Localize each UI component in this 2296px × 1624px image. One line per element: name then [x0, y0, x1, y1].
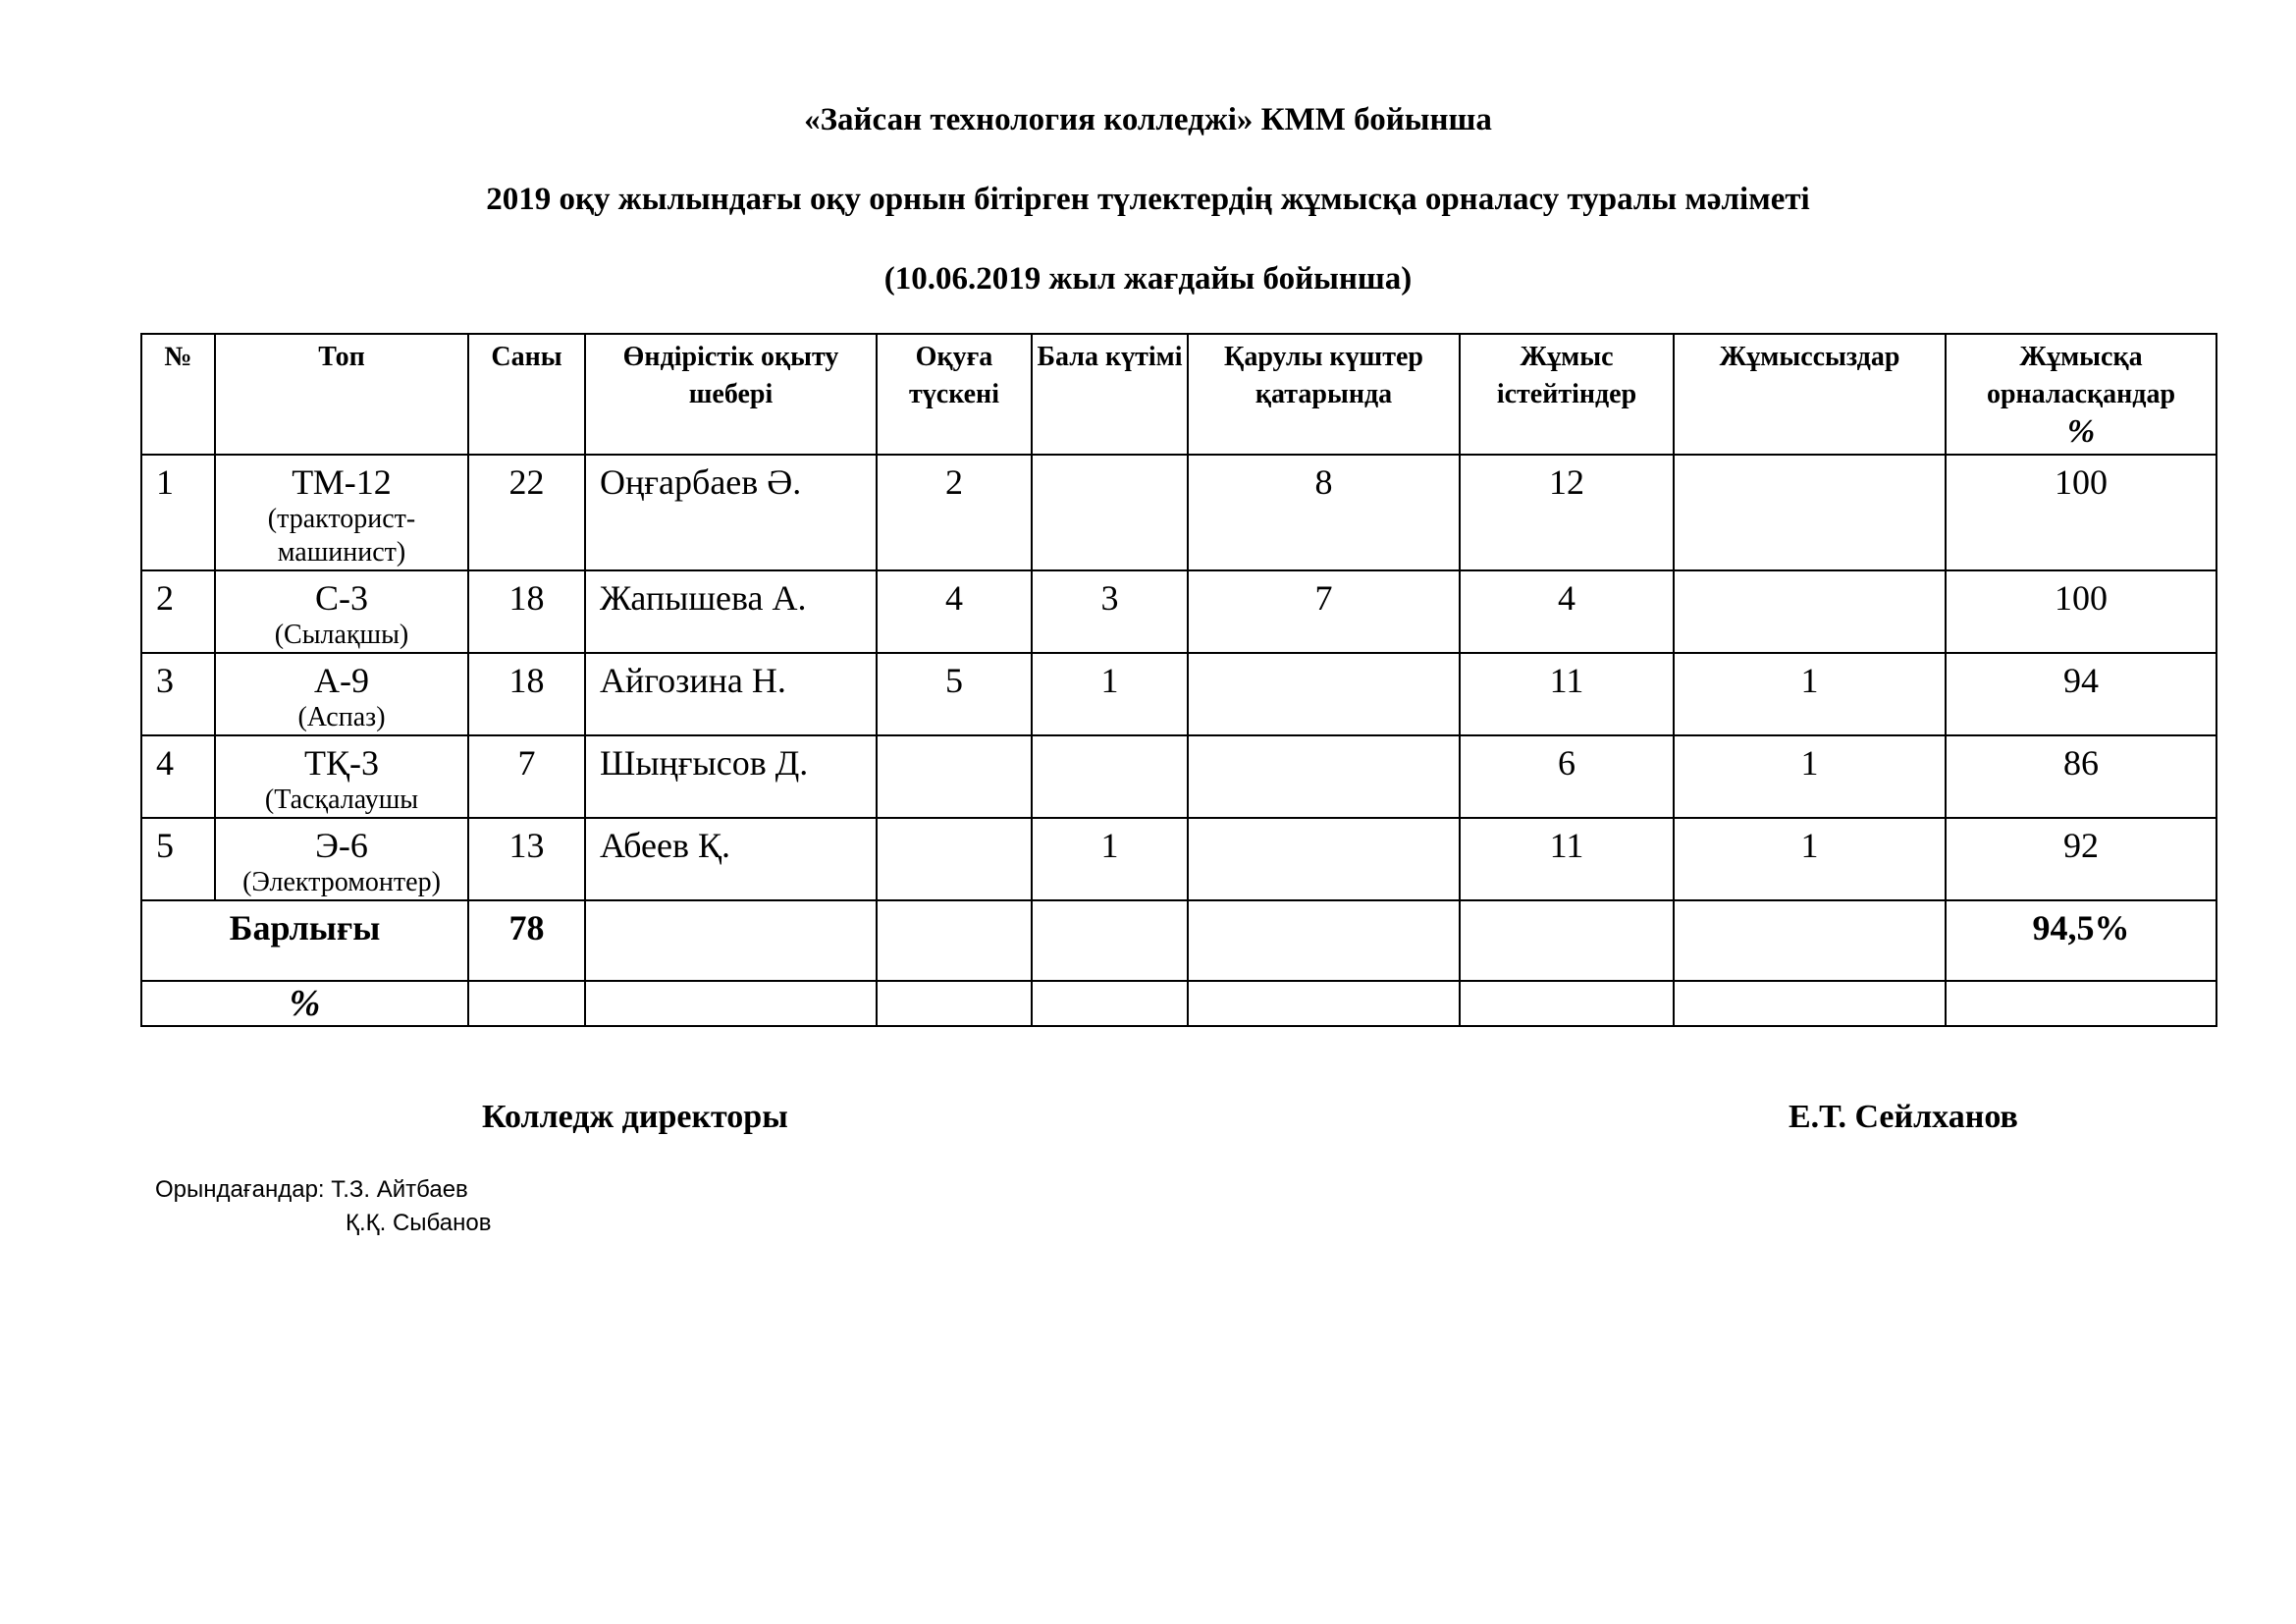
total-master	[585, 900, 877, 981]
total-unemployed	[1674, 900, 1946, 981]
cell-working: 6	[1460, 735, 1674, 818]
cell-working: 11	[1460, 653, 1674, 735]
table-total-row	[141, 900, 2216, 981]
cell-childcare	[1032, 735, 1188, 818]
group-specialty: (Аспаз)	[297, 702, 386, 732]
cell-group	[215, 735, 468, 818]
executor-second: Қ.Қ. Сыбанов	[346, 1210, 492, 1236]
cell-unemployed	[1674, 570, 1946, 653]
cell-working: 4	[1460, 570, 1674, 653]
cell-army	[1188, 653, 1460, 735]
col-header-unemployed: Жұмыссыздар	[1674, 334, 1946, 455]
total-working	[1460, 900, 1674, 981]
col-header-group: Топ	[215, 334, 468, 455]
cell-unemployed: 1	[1674, 818, 1946, 900]
table-header-row	[141, 334, 2216, 455]
cell-no: 4	[141, 735, 215, 818]
percent-army	[1188, 981, 1460, 1026]
cell-study	[877, 735, 1032, 818]
director-position: Колледж директоры	[482, 1099, 788, 1135]
col-header-employed-percent: %	[2066, 413, 2096, 450]
percent-childcare	[1032, 981, 1188, 1026]
cell-group	[215, 818, 468, 900]
cell-unemployed	[1674, 455, 1946, 570]
cell-employed: 100	[1946, 455, 2216, 570]
total-count: 78	[468, 900, 585, 981]
cell-master: Абеев Қ.	[585, 818, 877, 900]
cell-group	[215, 455, 468, 570]
group-code: ТҚ-3	[304, 743, 379, 783]
cell-working: 11	[1460, 818, 1674, 900]
cell-army	[1188, 818, 1460, 900]
cell-unemployed: 1	[1674, 653, 1946, 735]
table-percent-row	[141, 981, 2216, 1026]
col-header-childcare: Бала күтімі	[1032, 334, 1188, 455]
cell-childcare: 1	[1032, 818, 1188, 900]
percent-master	[585, 981, 877, 1026]
cell-unemployed: 1	[1674, 735, 1946, 818]
percent-employed	[1946, 981, 2216, 1026]
cell-army: 7	[1188, 570, 1460, 653]
cell-study: 5	[877, 653, 1032, 735]
cell-no: 3	[141, 653, 215, 735]
total-army	[1188, 900, 1460, 981]
group-code: Э-6	[315, 826, 368, 865]
group-code: С-3	[315, 578, 368, 618]
cell-study	[877, 818, 1032, 900]
document-title-line-1: «Зайсан технология колледжі» КММ бойынша	[804, 102, 1492, 137]
total-employed: 94,5%	[1946, 900, 2216, 981]
cell-master: Оңғарбаев Ә.	[585, 455, 877, 570]
percent-label: %	[141, 981, 468, 1026]
cell-employed: 92	[1946, 818, 2216, 900]
director-name: Е.Т. Сейлханов	[1789, 1099, 2018, 1135]
employment-table	[140, 333, 2217, 1027]
total-label: Барлығы	[141, 900, 468, 981]
group-specialty: (тракторист-машинист)	[267, 504, 416, 568]
group-code: А-9	[314, 661, 369, 700]
cell-army: 8	[1188, 455, 1460, 570]
cell-childcare	[1032, 455, 1188, 570]
group-specialty: (Электромонтер)	[242, 867, 441, 897]
cell-childcare: 3	[1032, 570, 1188, 653]
cell-employed: 86	[1946, 735, 2216, 818]
cell-count: 13	[468, 818, 585, 900]
table-row	[141, 570, 2216, 653]
cell-no: 5	[141, 818, 215, 900]
cell-study: 2	[877, 455, 1032, 570]
group-specialty: (Тасқалаушы	[264, 785, 419, 815]
table-row	[141, 455, 2216, 570]
col-header-army: Қарулы күштер қатарында	[1188, 334, 1460, 455]
cell-master: Айгозина Н.	[585, 653, 877, 735]
percent-study	[877, 981, 1032, 1026]
col-header-working: Жұмыс істейтіндер	[1460, 334, 1674, 455]
cell-employed: 94	[1946, 653, 2216, 735]
cell-count: 22	[468, 455, 585, 570]
total-childcare	[1032, 900, 1188, 981]
group-code: ТМ-12	[292, 462, 392, 502]
percent-count	[468, 981, 585, 1026]
cell-no: 2	[141, 570, 215, 653]
col-header-employed-label: Жұмысқа орналасқандар	[1986, 342, 2176, 409]
col-header-no: №	[141, 334, 215, 455]
cell-childcare: 1	[1032, 653, 1188, 735]
group-specialty: (Сылақшы)	[274, 620, 409, 650]
cell-count: 18	[468, 653, 585, 735]
cell-group	[215, 570, 468, 653]
cell-count: 7	[468, 735, 585, 818]
cell-master: Шыңғысов Д.	[585, 735, 877, 818]
cell-army	[1188, 735, 1460, 818]
document-title-line-2: 2019 оқу жылындағы оқу орнын бітірген түлектердің жұмысқа орналасу туралы мәліметі	[486, 182, 1810, 217]
percent-unemployed	[1674, 981, 1946, 1026]
table-row	[141, 818, 2216, 900]
percent-working	[1460, 981, 1674, 1026]
col-header-study: Оқуға түскені	[877, 334, 1032, 455]
cell-working: 12	[1460, 455, 1674, 570]
col-header-count: Саны	[468, 334, 585, 455]
cell-group	[215, 653, 468, 735]
cell-count: 18	[468, 570, 585, 653]
col-header-employed	[1946, 334, 2216, 455]
total-study	[877, 900, 1032, 981]
table-row	[141, 735, 2216, 818]
cell-study: 4	[877, 570, 1032, 653]
cell-master: Жапышева А.	[585, 570, 877, 653]
col-header-master: Өндірістік оқыту шебері	[585, 334, 877, 455]
executors-line: Орындағандар: Т.З. Айтбаев	[155, 1176, 468, 1203]
cell-no: 1	[141, 455, 215, 570]
table-row	[141, 653, 2216, 735]
document-date-line: (10.06.2019 жыл жағдайы бойынша)	[883, 261, 1413, 297]
cell-employed: 100	[1946, 570, 2216, 653]
